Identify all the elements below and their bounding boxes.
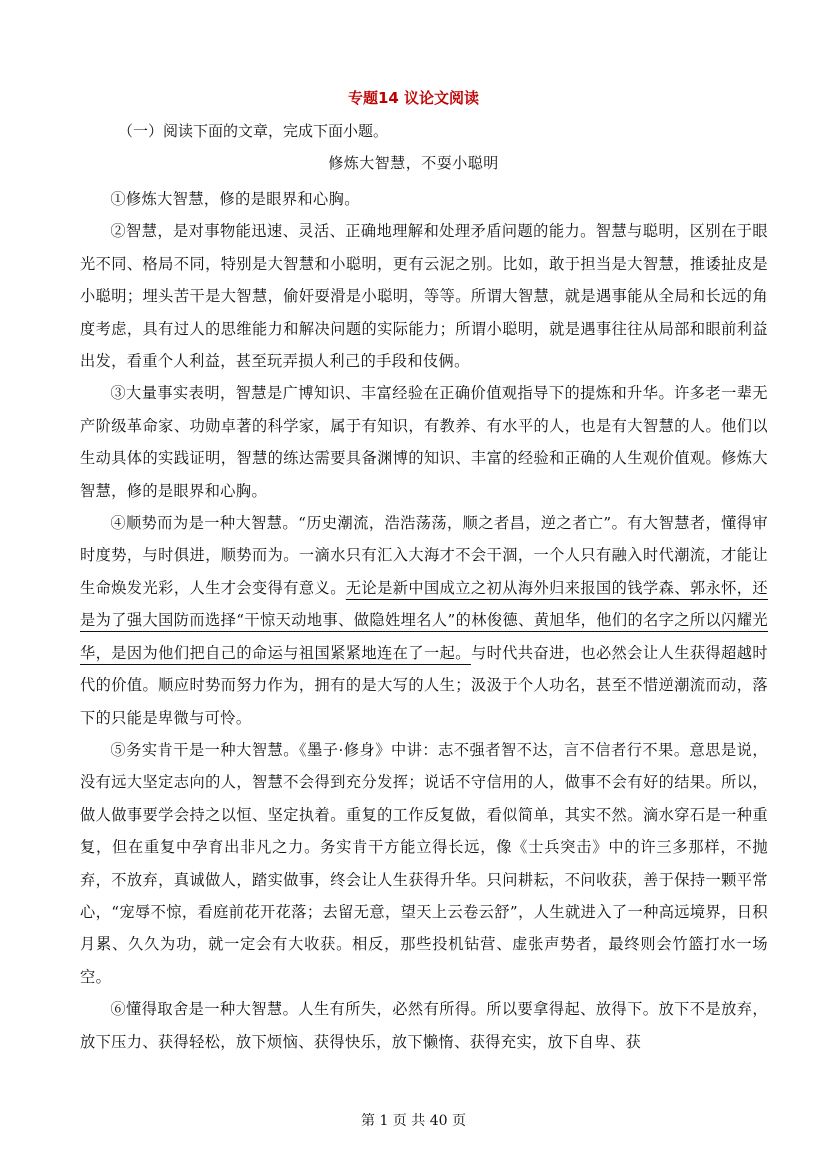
page-footer: 第 1 页 共 40 页: [361, 1113, 466, 1129]
paragraph-5: ⑤务实肯干是一种大智慧。《墨子·修身》中讲：志不强者智不达，言不信者行不果。意思是说，没有远大坚定志向的人，智慧不会得到充分发挥；说话不守信用的人，做事不会有好的结果。所以，做人做事要学会持之以恒、坚定执着。重复的工作反复做，看似简单，其实不然。滴水穿石是一种重复，但在重复中孕育出非凡之力。务实肯干方能立得长远，像《士兵突击》中的许三多那样，不抛弃，不放弃，真诚做人，踏实做事，终会让人生获得升华。只问耕耘，不问收获，善于保持一颗平常心，“宠辱不惊，看庭前花开花落；去留无意，望天上云卷云舒”，人生就进入了一种高远境界，日积月累、久久为功，就一定会有大收获。相反，那些投机钻营、虚张声势者，最终则会竹篮打水一场空。: [80, 740, 768, 986]
section-intro: （一）阅读下面的文章，完成下面小题。: [118, 122, 389, 140]
paragraph-4-intro: ④顺势而为是一种大智慧。“历史潮流，浩浩荡荡，顺之者昌，逆之者亡”。有大智慧者，懂得审时度势，与时俱进，顺势而为。一滴水只有汇入大海才不会干涸，一个人只有融入时代潮流，才能让生命焕发光彩，人生才会变得有意义。: [80, 514, 768, 597]
paragraph-4-conclusion: 与时代共奋进，也必然会让人生获得超越时代的价值。顺应时势而努力作为，拥有的是大写的人生；汲汲于个人功名，甚至不惜逆潮流而动，落下的只能是卑微与可怜。: [80, 643, 768, 727]
paragraph-1: ①修炼大智慧，修的是眼界和心胸。: [110, 190, 360, 208]
underlined-sentence: 无论是新中国成立之初从海外归来报国的钱学森、郭永怀，还是为了强大国防而选择“干惊天动地事、做隐姓埋名人”的林俊德、黄旭华，他们的名字之所以闪耀光华，是因为他们把自己的命运与祖国紧紧地连在了一起。: [80, 578, 768, 662]
article-title: 修炼大智慧，不耍小聪明: [328, 154, 499, 172]
paragraph-4: [80, 507, 768, 734]
paragraph-3: ③大量事实表明，智慧是广博知识、丰富经验在正确价值观指导下的提炼和升华。许多老一辈无产阶级革命家、功勋卓著的科学家，属于有知识，有教养、有水平的人，也是有大智慧的人。他们以生动具体的实践证明，智慧的练达需要具备渊博的知识、丰富的经验和正确的人生观价值观。修炼大智慧，修的是眼界和心胸。: [80, 384, 768, 500]
paragraph-2: ②智慧，是对事物能迅速、灵活、正确地理解和处理矛盾问题的能力。智慧与聪明，区别在于眼光不同、格局不同，特别是大智慧和小聪明，更有云泥之别。比如，敢于担当是大智慧，推诿扯皮是小聪明；埋头苦干是大智慧，偷奸耍滑是小聪明，等等。所谓大智慧，就是遇事能从全局和长远的角度考虑，具有过人的思维能力和解决问题的实际能力；所谓小聪明，就是遇事往往从局部和眼前利益出发，看重个人利益，甚至玩弄损人利己的手段和伎俩。: [80, 222, 768, 371]
article-body: [80, 183, 768, 1058]
page-title: 专题14 议论文阅读: [347, 89, 480, 107]
paragraph-6: ⑥懂得取舍是一种大智慧。人生有所失，必然有所得。所以要拿得起、放得下。放下不是放弃，放下压力、获得轻松，放下烦恼、获得快乐，放下懒惰、获得充实，放下自卑、获: [80, 1000, 768, 1051]
